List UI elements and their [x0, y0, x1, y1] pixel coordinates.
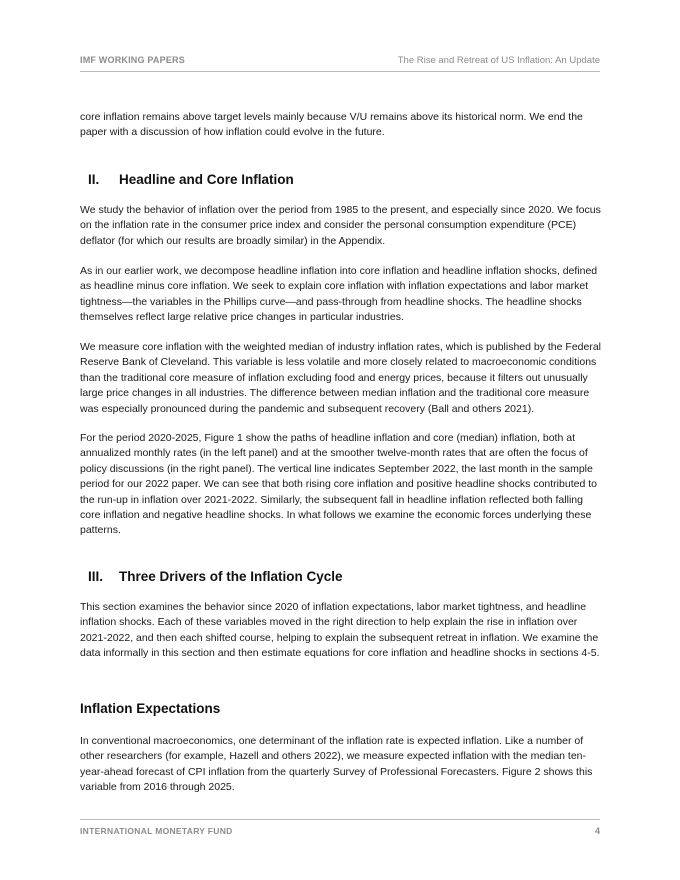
section-heading [80, 171, 601, 189]
section-title: Headline and Core Inflation [119, 172, 294, 187]
section-3-paragraph-1 [80, 600, 601, 662]
footer-publisher: INTERNATIONAL MONETARY FUND [80, 826, 233, 836]
body-paragraph: This section examines the behavior since 2020 of inflation expectations, labor market tightness, and headline inflation shocks. Each of these variables moved in the right direction to help explain the rise in inflation over 2021-2022, and then each shifted course, helping to explain the subsequent retreat in inflation. We examine the data informally in this section and then estimate equations for core inflation and headline shocks in sections 4-5. [80, 601, 600, 660]
body-paragraph: We study the behavior of inflation over the period from 1985 to the present, and especially since 2020. We focus on the inflation rate in the consumer price index and consider the personal consumption expenditure (PCE) deflator (for which our results are broadly similar) in the Appendix. [80, 204, 601, 247]
page-number: 4 [594, 826, 600, 836]
subsection-heading-block [80, 700, 601, 718]
page-footer [80, 819, 600, 836]
intro-block [80, 110, 601, 141]
subsection-title: Inflation Expectations [80, 701, 221, 716]
subsection-paragraph-block [80, 734, 601, 796]
section-number: III. [88, 569, 104, 584]
section-2-paragraph-1 [80, 203, 601, 249]
page-header [80, 55, 600, 72]
header-series-title: IMF WORKING PAPERS [80, 55, 185, 65]
body-paragraph: In conventional macroeconomics, one determinant of the inflation rate is expected inflation. Like a number of other researchers (for example, Hazell and others 2022), we measure expected inflation with the median ten-year-ahead forecast of CPI inflation from the quarterly Survey of Professional Forecasters. Figure 2 shows this variable from 2016 through 2025. [80, 735, 593, 794]
body-paragraph: For the period 2020-2025, Figure 1 show the paths of headline inflation and core (median) inflation, both at annualized monthly rates (in the left panel) and at the smoother twelve-month rates that are often the focus of policy discussions (in the right panel). The vertical line indicates September 2022, the last month in the sample period for our 2022 paper. We can see that both rising core inflation and positive headline shocks contributed to the run-up in inflation over 2021-2022. Similarly, the subsequent fall in headline inflation reflected both falling core inflation and negative headline shocks. In what follows we examine the economic forces underlying these patterns. [80, 432, 597, 537]
section-title: Three Drivers of the Inflation Cycle [119, 569, 343, 584]
section-2-paragraph-4 [80, 431, 601, 539]
section-2-paragraph-2 [80, 264, 601, 326]
section-number: II. [88, 172, 100, 187]
intro-paragraph: core inflation remains above target levels mainly because V/U remains above its historical norm. We end the paper with a discussion of how inflation could evolve in the future. [80, 111, 583, 139]
body-paragraph: We measure core inflation with the weighted median of industry inflation rates, which is published by the Federal Reserve Bank of Cleveland. This variable is less volatile and more closely related to macroeconomic conditions than the traditional core measure of inflation excluding food and energy prices, because it filters out unusually large price changes in all industries. The difference between median inflation and the traditional core measure was especially pronounced during the pandemic and subsequent recovery (Ball and others 2021). [80, 341, 602, 415]
section-2-paragraph-3 [80, 340, 601, 417]
section-3-heading [80, 568, 601, 586]
body-paragraph: As in our earlier work, we decompose headline inflation into core inflation and headline inflation shocks, defined as headline minus core inflation. We seek to explain core inflation with inflation expectations and labor market tightness—the variables in the Phillips curve—and pass-through from headline shocks. The headline shocks themselves reflect large relative price changes in particular industries. [80, 265, 598, 324]
header-paper-title: The Rise and Retreat of US Inflation: An Update [397, 55, 600, 66]
section-2-heading [80, 171, 601, 189]
section-heading [80, 568, 601, 586]
